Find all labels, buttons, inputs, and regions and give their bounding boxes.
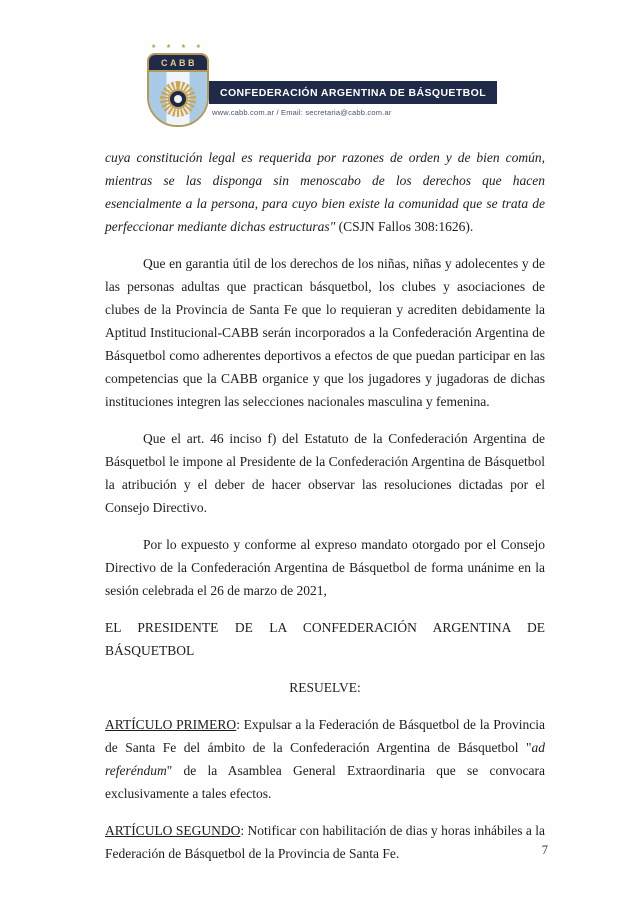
quote-paragraph	[105, 146, 545, 238]
article-primero-label: ARTÍCULO PRIMERO	[105, 717, 237, 732]
organization-banner: CONFEDERACIÓN ARGENTINA DE BÁSQUETBOL	[209, 81, 497, 104]
document-header	[0, 0, 640, 127]
page-number: 7	[541, 843, 548, 857]
banner-block	[209, 81, 497, 127]
body-paragraph-1: Que en garantia útil de los derechos de los niñas, niñas y adolecentes y de las personas adultas que practican básquetbol, los clubes y asociaciones de clubes de la Provincia de Santa Fe que lo requieran y acrediten debidamente la Aptitud Institucional-CABB serán incorporados a la Confederación Argentina de Básquetbol como adherentes deportivos a efectos de que puedan participar en las competencias que la CABB organice y que los jugadores y jugadoras de dichas instituciones integren las selecciones nacionales masculina y femenina.	[105, 256, 545, 409]
article-primero	[105, 713, 545, 805]
article-primero-lead: : Expulsar a la Federación de Básquetbol de la Provincia de Santa Fe del ámbito de la Confederación Argentina de Básquetbol "	[105, 717, 545, 755]
article-primero-italic: ad referéndum	[105, 740, 545, 778]
article-primero-tail: " de la Asamblea General Extraordinaria que se convocara exclusivamente a tales efectos.	[105, 763, 545, 801]
resolve-line: RESUELVE:	[289, 680, 361, 695]
cabb-logo	[143, 44, 213, 127]
article-segundo-label: ARTÍCULO SEGUNDO	[105, 823, 241, 838]
shield-acronym: CABB	[149, 55, 207, 72]
basketball-icon	[174, 95, 182, 103]
shield-stripes	[149, 72, 207, 125]
quote-italic-text: cuya constitución legal es requerida por razones de orden y de bien común, mientras se las disponga sin menoscabo de los derechos que hacen esencialmente a la persona, para cuyo bien existe la comunidad que se trata de perfeccionar mediante dichas estructuras"	[105, 150, 545, 234]
body-paragraph-2: Que el art. 46 inciso f) del Estatuto de la Confederación Argentina de Básquetbol le impone al Presidente de la Confederación Argentina de Básquetbol la atribución y el deber de hacer observar las resoluciones dictadas por el Consejo Directivo.	[105, 431, 545, 515]
article-segundo-tail: : Notificar con habilitación de dias y horas inhábiles a la Federación de Básquetbol de la Provincia de Santa Fe.	[105, 823, 546, 861]
stars-icon: ★ ★ ★ ★	[150, 44, 205, 50]
sun-icon	[160, 81, 196, 117]
sun-core-icon	[168, 89, 188, 109]
cabb-shield-icon	[147, 53, 209, 127]
document-body	[105, 146, 545, 865]
body-paragraph-3: Por lo expuesto y conforme al expreso mandato otorgado por el Consejo Directivo de la Confederación Argentina de Básquetbol de forma unánime en la sesión celebrada el 26 de marzo de 2021,	[105, 537, 545, 598]
article-segundo	[105, 819, 545, 865]
president-line: EL PRESIDENTE DE LA CONFEDERACIÓN ARGENTINA DE BÁSQUETBOL	[105, 620, 545, 658]
quote-citation: (CSJN Fallos 308:1626).	[335, 219, 474, 234]
contact-line: www.cabb.com.ar / Email: secretaria@cabb.com.ar	[211, 108, 392, 117]
